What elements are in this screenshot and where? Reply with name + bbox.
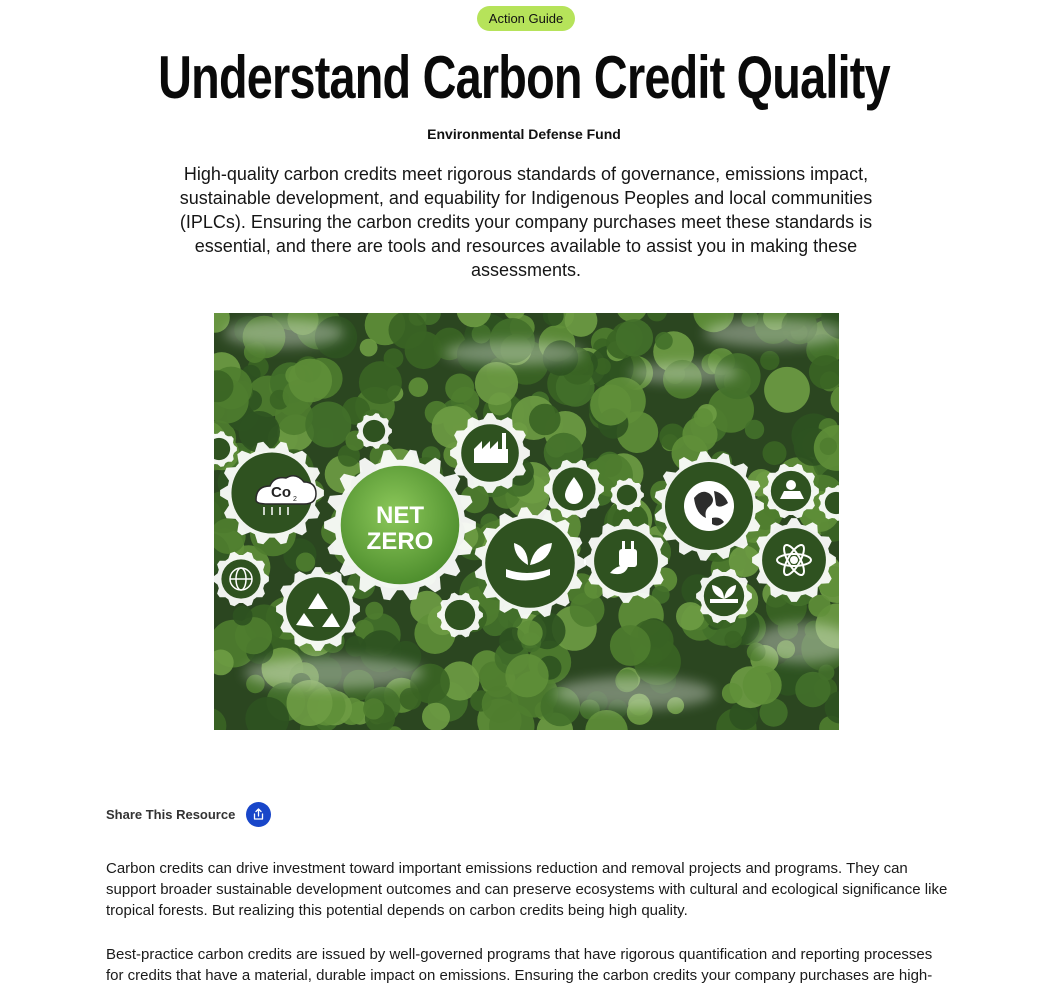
- body-paragraph-1: Carbon credits can drive investment toward important emissions reduction and removal projects and programs. They can support broader sustainable development outcomes and can preserve ecosystems with cultural and ecological significance like tropical forests. But realizing this potential depends on carbon credits being high quality.: [106, 860, 948, 919]
- share-icon: [252, 808, 265, 821]
- globe-icon: [684, 481, 734, 531]
- share-label: Share This Resource: [106, 806, 236, 822]
- share-resource: [106, 801, 271, 827]
- intro-paragraph: High-quality carbon credits meet rigorous standards of governance, emissions impact, sustainable development, and equability for Indigenous Peoples and local communities (IPLCs). Ensuring the carbon credits your company purchases meet these standards is essential, and there are tools and resources available to assist you in making these assessments.: [179, 164, 873, 280]
- organization-name: Environmental Defense Fund: [427, 126, 621, 142]
- body-paragraph-2: Best-practice carbon credits are issued by well-governed programs that have rigorous quantification and reporting processes for credits that have a material, durable impact on emissions. Ensuring the carbon credits your company purchases are high-: [106, 946, 933, 984]
- content-type-badge: Action Guide: [477, 6, 575, 31]
- hero-image: [214, 313, 839, 730]
- zero-text: ZERO: [366, 528, 434, 555]
- share-button[interactable]: [246, 802, 271, 827]
- co2-subscript: 2: [293, 496, 297, 503]
- net-text: NET: [376, 502, 424, 529]
- co2-text: Co: [271, 484, 291, 501]
- net-zero-illustration: [214, 313, 839, 730]
- page-title: Understand Carbon Credit Quality: [158, 44, 890, 111]
